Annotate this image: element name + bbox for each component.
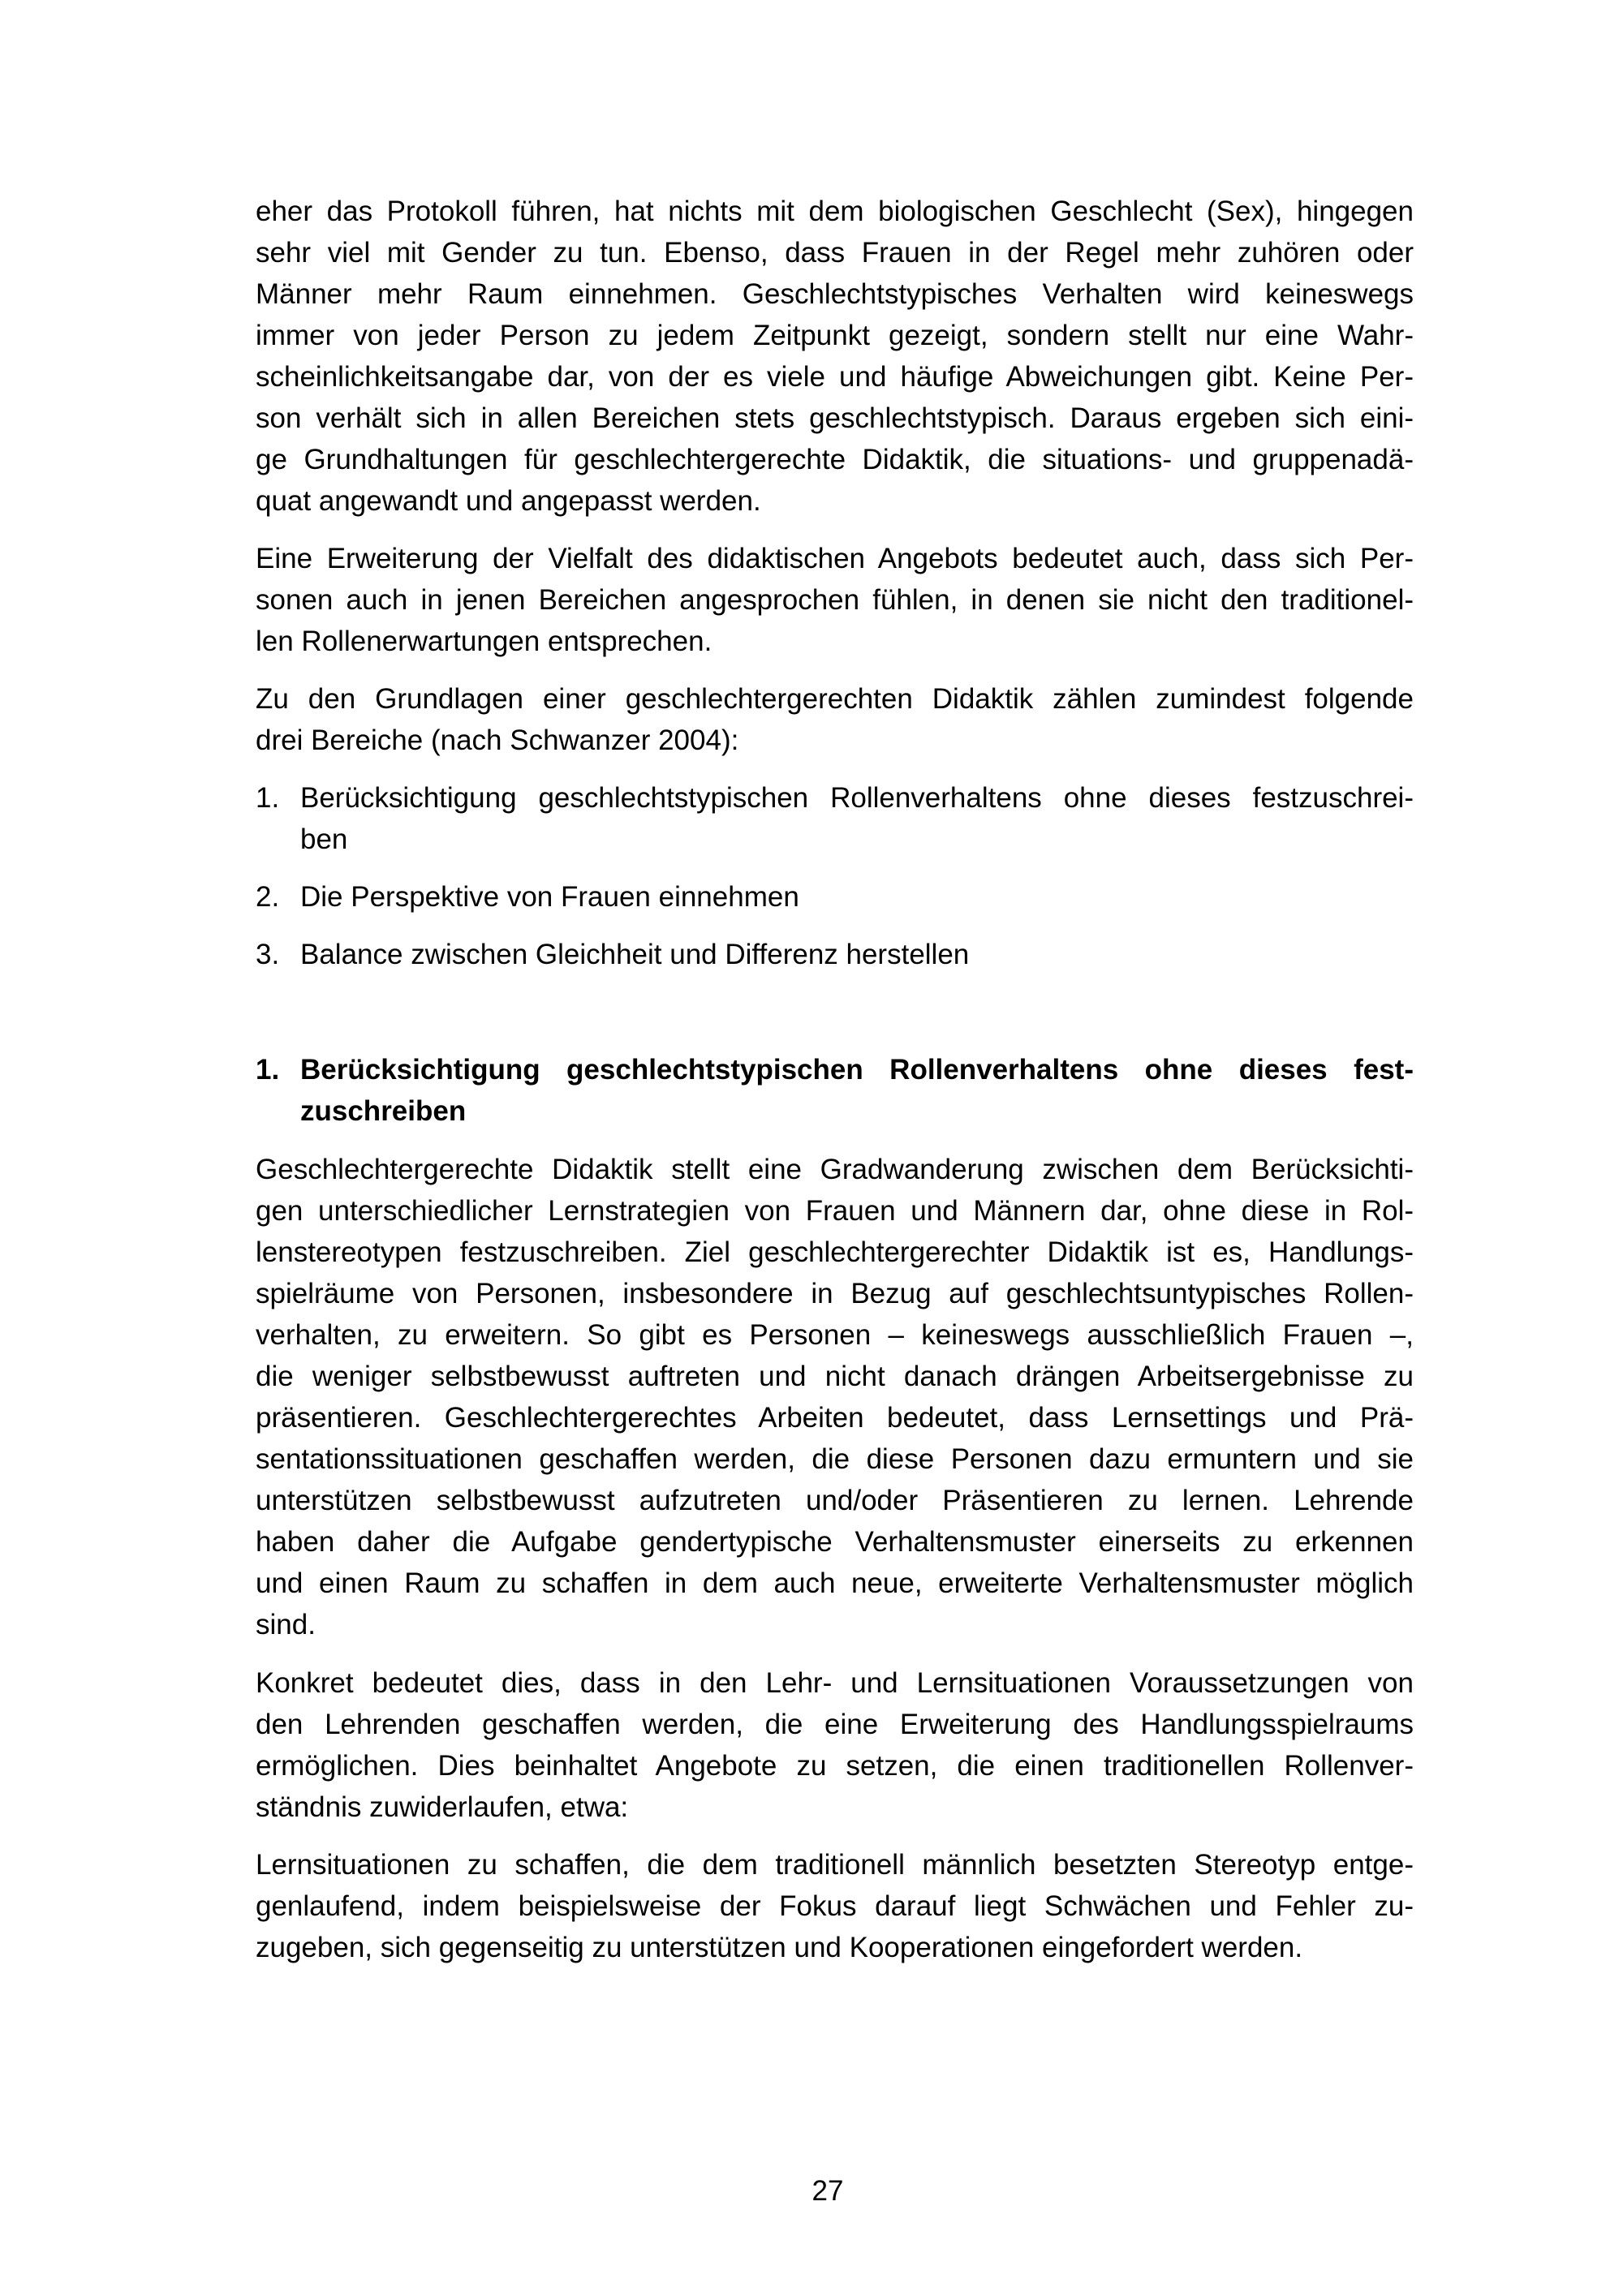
text-line: unterstützen selbstbewusst aufzutreten und/oder Präsentieren zu lernen. Lehrende: [256, 1485, 1414, 1516]
paragraph-4: [256, 1149, 1414, 1645]
text-line: Geschlechtergerechte Didaktik stellt eine Gradwanderung zwischen dem Berücksichti-: [256, 1154, 1414, 1185]
list-text-line: ben: [300, 823, 348, 855]
paragraph-3: [256, 678, 1414, 761]
heading-text-line: Berücksichtigung geschlechtstypischen Rollenverhaltens ohne dieses fest-: [300, 1054, 1414, 1086]
paragraph-5: [256, 1662, 1414, 1828]
text-line: Zu den Grundlagen einer geschlechtergerechten Didaktik zählen zumindest folgende: [256, 683, 1414, 715]
paragraph-1: [256, 191, 1414, 522]
text-line: ge Grundhaltungen für geschlechtergerechte Didaktik, die situations- und gruppenadä-: [256, 444, 1414, 475]
text-line: son verhält sich in allen Bereichen stets geschlechtstypisch. Daraus ergeben sich eini-: [256, 402, 1414, 434]
text-line: den Lehrenden geschaffen werden, die eine Erweiterung des Handlungsspielraums: [256, 1709, 1414, 1740]
text-line: scheinlichkeitsangabe dar, von der es viele und häufige Abweichungen gibt. Keine Per-: [256, 361, 1414, 393]
paragraph-2: [256, 538, 1414, 662]
text-line: verhalten, zu erweitern. So gibt es Personen – keineswegs ausschließlich Frauen –,: [256, 1319, 1414, 1351]
heading-text-line: zuschreiben: [300, 1095, 467, 1127]
text-line: spielräume von Personen, insbesondere in Bezug auf geschlechtsuntypisches Rollen-: [256, 1278, 1414, 1309]
text-line: Konkret bedeutet dies, dass in den Lehr- und Lernsituationen Voraussetzungen von: [256, 1667, 1414, 1699]
text-line: und einen Raum zu schaffen in dem auch neue, erweiterte Verhaltensmuster möglich: [256, 1567, 1414, 1599]
text-line: Eine Erweiterung der Vielfalt des didaktischen Angebots bedeutet auch, dass sich Per-: [256, 543, 1414, 574]
list-number: 2.: [256, 881, 280, 913]
text-line: sind.: [256, 1609, 316, 1640]
list-text-line: Die Perspektive von Frauen einnehmen: [300, 881, 799, 913]
text-line: quat angewandt und angepasst werden.: [256, 485, 761, 517]
heading-number: 1.: [256, 1054, 280, 1086]
text-line: die weniger selbstbewusst auftreten und nicht danach drängen Arbeitsergebnisse zu: [256, 1361, 1414, 1392]
paragraph-6: [256, 1844, 1414, 1968]
text-line: lenstereotypen festzuschreiben. Ziel geschlechtergerechter Didaktik ist es, Handlungs-: [256, 1236, 1414, 1268]
list-text-line: Berücksichtigung geschlechtstypischen Rollenverhaltens ohne dieses festzuschrei-: [300, 782, 1414, 814]
text-line: haben daher die Aufgabe gendertypische Verhaltensmuster einerseits zu erkennen: [256, 1526, 1414, 1558]
list-number: 3.: [256, 939, 280, 970]
list-text-line: Balance zwischen Gleichheit und Differenz herstellen: [300, 939, 970, 970]
text-line: ständnis zuwiderlaufen, etwa:: [256, 1791, 629, 1823]
text-line: sehr viel mit Gender zu tun. Ebenso, dass Frauen in der Regel mehr zuhören oder: [256, 237, 1414, 269]
text-line: gen unterschiedlicher Lernstrategien von Frauen und Männern dar, ohne diese in Rol-: [256, 1195, 1414, 1227]
text-line: Lernsituationen zu schaffen, die dem traditionell männlich besetzten Stereotyp entge-: [256, 1849, 1414, 1881]
text-line: drei Bereiche (nach Schwanzer 2004):: [256, 724, 739, 756]
text-line: zugeben, sich gegenseitig zu unterstützen und Kooperationen eingefordert werden.: [256, 1932, 1303, 1963]
text-line: sentationssituationen geschaffen werden, die diese Personen dazu ermuntern und sie: [256, 1443, 1414, 1475]
text-line: ermöglichen. Dies beinhaltet Angebote zu setzen, die einen traditionellen Rollenver-: [256, 1750, 1414, 1782]
page-number: 27: [812, 2175, 844, 2207]
text-line: Männer mehr Raum einnehmen. Geschlechtstypisches Verhalten wird keineswegs: [256, 278, 1414, 310]
text-line: genlaufend, indem beispielsweise der Fokus darauf liegt Schwächen und Fehler zu-: [256, 1890, 1414, 1922]
text-line: präsentieren. Geschlechtergerechtes Arbeiten bedeutet, dass Lernsettings und Prä-: [256, 1402, 1414, 1434]
list-number: 1.: [256, 782, 280, 814]
text-line: immer von jeder Person zu jedem Zeitpunkt gezeigt, sondern stellt nur eine Wahr-: [256, 320, 1414, 351]
text-line: eher das Protokoll führen, hat nichts mit dem biologischen Geschlecht (Sex), hingegen: [256, 196, 1414, 227]
text-line: len Rollenerwartungen entsprechen.: [256, 626, 712, 657]
text-line: sonen auch in jenen Bereichen angesprochen fühlen, in denen sie nicht den traditionel-: [256, 584, 1414, 616]
